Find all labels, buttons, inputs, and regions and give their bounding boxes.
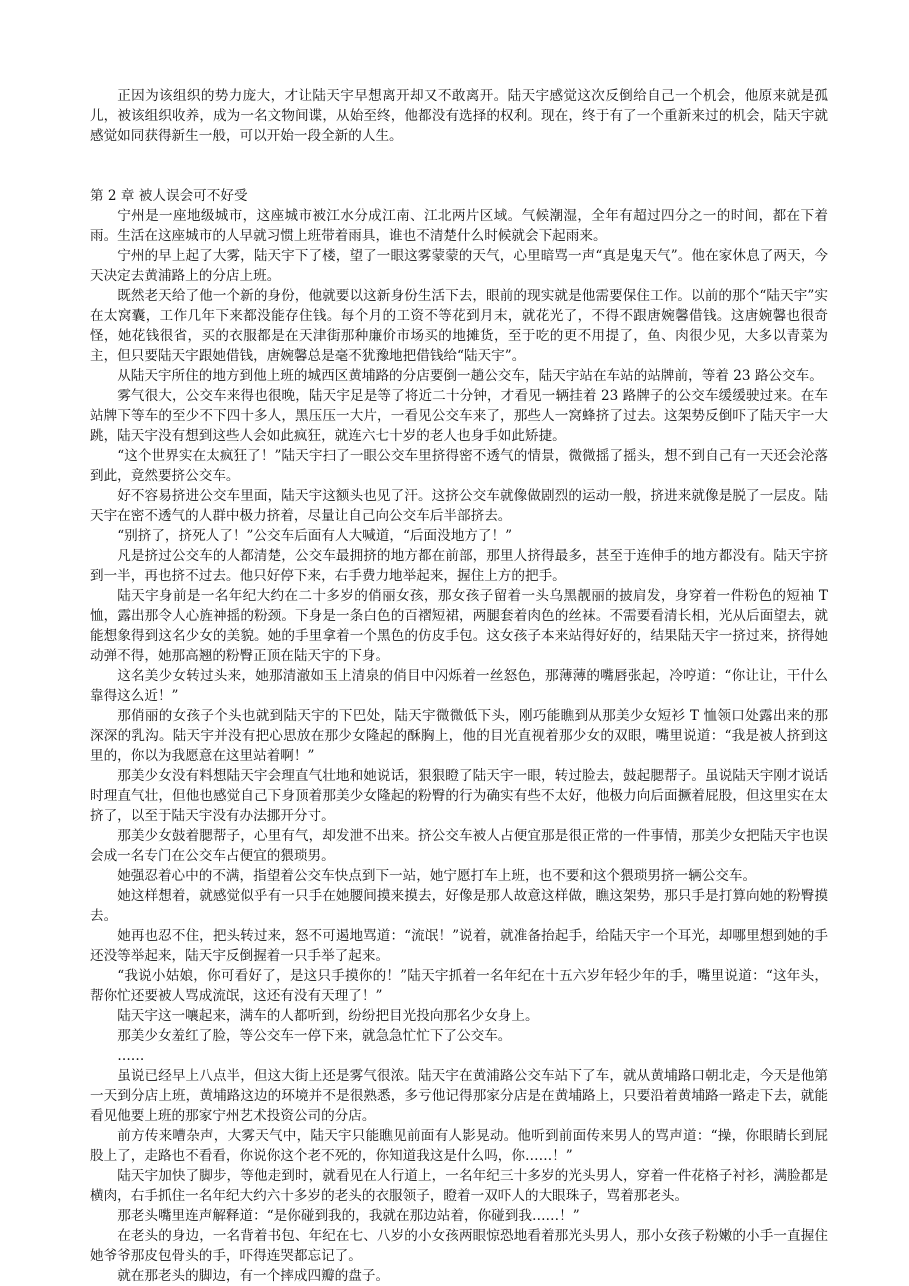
paragraph: 在老头的身边，一名背着书包、年纪在七、八岁的小女孩两眼惊恐地看着那光头男人，那小女孩子粉嫩的小手一直握住她爷爷那皮包骨头的手，吓得连哭都忘记了。 <box>90 1228 828 1264</box>
paragraph: 凡是挤过公交车的人都清楚，公交车最拥挤的地方都在前部，那里人挤得最多，甚至于连伸手的地方都没有。陆天宇挤到一半，再也挤不过去。他只好停下来，右手费力地举起来，握住上方的把手。 <box>90 548 828 584</box>
paragraph: 好不容易挤进公交车里面，陆天宇这额头也见了汗。这挤公交车就像做剧烈的运动一般，挤进来就像是脱了一层皮。陆天宇在密不透气的人群中极力挤着，尽量让自己向公交车后半部挤去。 <box>90 488 828 524</box>
paragraph: 从陆天宇所住的地方到他上班的城西区黄埔路的分店要倒一趟公交车，陆天宇站在车站的站牌前，等着 23 路公交车。 <box>117 368 823 384</box>
paragraph: 陆天宇这一嚷起来，满车的人都听到，纷纷把目光投向那名少女身上。 <box>117 1008 539 1024</box>
paragraph: 她再也忍不住，把头转过来，怒不可遏地骂道：“流氓！”说着，就准备抬起手，给陆天宇一个耳光，却哪里想到她的手还没等举起来，陆天宇反倒握着一只手举了起来。 <box>90 928 828 964</box>
paragraph: 她强忍着心中的不满，指望着公交车快点到下一站，她宁愿打车上班，也不要和这个猥琐男挤一辆公交车。 <box>117 868 757 884</box>
paragraph: 她这样想着，就感觉似乎有一只手在她腰间摸来摸去，好像是那人故意这样做，瞧这架势，那只手是打算向她的粉臀摸去。 <box>90 888 828 924</box>
paragraph: 宁州的早上起了大雾，陆天宇下了楼，望了一眼这雾蒙蒙的天气，心里暗骂一声“真是鬼天气”。他在家休息了两天，今天决定去黄浦路上的分店上班。 <box>90 248 828 284</box>
paragraph: 那俏丽的女孩子个头也就到陆天宇的下巴处，陆天宇微微低下头，刚巧能瞧到从那美少女短衫 T 恤领口处露出来的那深深的乳沟。陆天宇并没有把心思放在那少女隆起的酥胸上，他的目光直视着那少女的双眼，嘴里说道：“我是被人挤到这里的，你以为我愿意在这里站着啊！” <box>90 708 828 764</box>
chapter-title: 第 2 章 被人误会可不好受 <box>90 188 248 204</box>
paragraph: 这名美少女转过头来，她那清澈如玉上清泉的俏目中闪烁着一丝怒色，那薄薄的嘴唇张起，冷哼道：“你让让，干什么靠得这么近！” <box>90 668 828 704</box>
chapter-body <box>90 206 828 1286</box>
paragraph: 那美少女羞红了脸，等公交车一停下来，就急急忙忙下了公交车。 <box>117 1028 512 1044</box>
paragraph: 陆天宇加快了脚步，等他走到时，就看见在人行道上，一名年纪三十多岁的光头男人，穿着一件花格子衬衫，满脸都是横肉，右手抓住一名年纪大约六十多岁的老头的衣服领子，瞪着一双吓人的大眼珠子，骂着那老头。 <box>90 1168 828 1204</box>
paragraph: 前方传来嘈杂声，大雾天气中，陆天宇只能瞧见前面有人影晃动。他听到前面传来男人的骂声道：“操，你眼睛长到屁股上了，走路也不看看，你说你这个老不死的，你知道我这是什么吗，你……！” <box>90 1128 828 1164</box>
paragraph: 宁州是一座地级城市，这座城市被江水分成江南、江北两片区域。气候潮湿，全年有超过四分之一的时间，都在下着雨。生活在这座城市的人早就习惯上班带着雨具，谁也不清楚什么时候就会下起雨来。 <box>90 208 828 244</box>
paragraph: 陆天宇身前是一名年纪大约在二十多岁的俏丽女孩，那女孩子留着一头乌黑靓丽的披肩发，身穿着一件粉色的短袖 T 恤，露出那令人心旌神摇的粉颈。下身是一条白色的百褶短裙，两腿套着肉色的丝袜。不需要看清长相，光从后面望去，就能想象得到这名少女的美貌。她的手里拿着一个黑色的仿皮手包。这女孩子本来站得好好的，结果陆天宇一挤过来，挤得她动弹不得，她那高翘的粉臀正顶在陆天宇的下身。 <box>90 588 828 664</box>
intro-section <box>90 86 828 146</box>
paragraph: “别挤了，挤死人了！”公交车后面有人大喊道，“后面没地方了！” <box>117 528 513 544</box>
paragraph: 那老头嘴里连声解释道：“是你碰到我的，我就在那边站着，你碰到我……！” <box>117 1208 580 1224</box>
paragraph: 既然老天给了他一个新的身份，他就要以这新身份生活下去，眼前的现实就是他需要保住工作。以前的那个“陆天宇”实在太窝囊，工作几年下来都没能存住钱。每个月的工资不等花到月末，就花光了，不得不跟唐婉馨借钱。这唐婉馨也很奇怪，她花钱很省，买的衣服都是在天津街那种廉价市场买的地摊货，至于吃的更不用提了，鱼、肉很少见，大多以青菜为主，但只要陆天宇跟她借钱，唐婉馨总是毫不犹豫地把借钱给“陆天宇”。 <box>90 288 828 364</box>
paragraph: 雾气很大，公交车来得也很晚，陆天宇足是等了将近二十分钟，才看见一辆挂着 23 路牌子的公交车缓缓驶过来。在车站牌下等车的至少不下四十多人，黑压压一大片，一看见公交车来了，那些人一窝蜂挤了过去。这架势反倒吓了陆天宇一大跳，陆天宇没有想到这些人会如此疯狂，就连六七十岁的老人也身手如此矫捷。 <box>90 388 828 444</box>
paragraph: “这个世界实在太疯狂了！”陆天宇扫了一眼公交车里挤得密不透气的情景，微微摇了摇头，想不到自己有一天还会沦落到此，竟然要挤公交车。 <box>90 448 828 484</box>
paragraph: 就在那老头的脚边，有一个摔成四瓣的盘子。 <box>117 1268 390 1284</box>
paragraph: 正因为该组织的势力庞大，才让陆天宇早想离开却又不敢离开。陆天宇感觉这次反倒给自己一个机会，他原来就是孤儿，被该组织收养，成为一名文物间谍，从始至终，他都没有选择的权利。现在，终于有了一个重新来过的机会，陆天宇就感觉如同获得新生一般，可以开始一段全新的人生。 <box>90 88 828 144</box>
paragraph: 虽说已经早上八点半，但这大街上还是雾气很浓。陆天宇在黄浦路公交车站下了车，就从黄埔路口朝北走，今天是他第一天到分店上班，黄埔路这边的环境并不是很熟悉，多亏他记得那家分店是在黄埔路上，只要沿着黄埔路一路走下去，就能看见他要上班的那家宁州艺术投资公司的分店。 <box>90 1068 828 1124</box>
paragraph: …… <box>117 1048 145 1064</box>
section-gap <box>90 146 828 186</box>
paragraph: 那美少女没有料想陆天宇会理直气壮地和她说话，狠狠瞪了陆天宇一眼，转过脸去，鼓起腮帮子。虽说陆天宇刚才说话时理直气壮，但他也感觉自己下身顶着那美少女隆起的粉臀的行为确实有些不太好，他极力向后面撅着屁股，但这里实在太挤了，以至于陆天宇没有办法挪开分寸。 <box>90 768 828 824</box>
paragraph: “我说小姑娘，你可看好了，是这只手摸你的！”陆天宇抓着一名年纪在十五六岁年轻少年的手，嘴里说道：“这年头，帮你忙还要被人骂成流氓，这还有没有天理了！” <box>90 968 828 1004</box>
document-page <box>90 86 828 1286</box>
paragraph: 那美少女鼓着腮帮子，心里有气，却发泄不出来。挤公交车被人占便宜那是很正常的一件事情，那美少女把陆天宇也误会成一名专门在公交车占便宜的猥琐男。 <box>90 828 828 864</box>
